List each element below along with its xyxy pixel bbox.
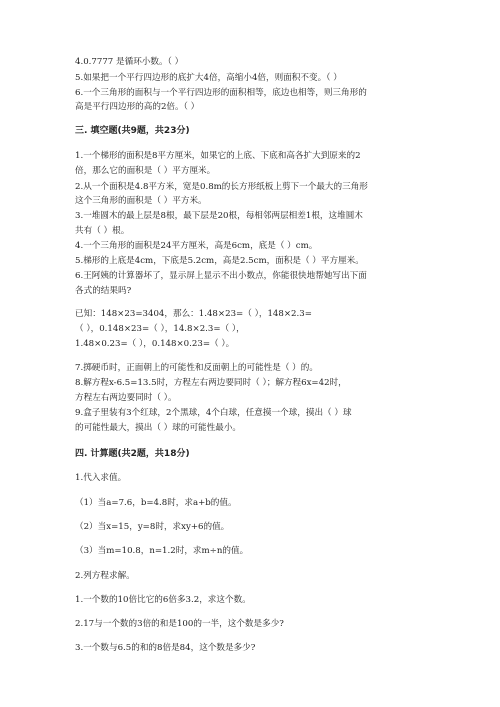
calc-item-1-part2: （2）当x=15，y=8时，求xy+6的值。 bbox=[75, 522, 230, 532]
fill-item-6-calc-line1: 已知：148×23=3404，那么：1.48×23=（ ），148×2.3= bbox=[75, 309, 312, 319]
equation-problem-3: 3.一个数与6.5的和的8倍是84，这个数是多少? bbox=[75, 643, 256, 653]
judge-item-5: 5.如果把一个平行四边形的底扩大4倍，高缩小4倍，则面积不变。（ ） bbox=[75, 73, 342, 83]
fill-item-1-line2: 倍，那么它的面积是（ ）平方厘米。 bbox=[75, 166, 216, 176]
fill-item-1-line1: 1.一个梯形的面积是8平方厘米，如果它的上底、下底和高各扩大到原来的2 bbox=[75, 151, 361, 161]
fill-item-6-line1: 6.王阿姨的计算器坏了，显示屏上显示不出小数点，你能很快地帮她写出下面 bbox=[75, 271, 367, 281]
equation-problem-1: 1.一个数的10倍比它的6倍多3.2，求这个数。 bbox=[75, 595, 251, 605]
fill-item-8-line1: 8.解方程x-6.5=13.5时，方程左右两边要同时（ ）；解方程6x=42时， bbox=[75, 378, 347, 388]
fill-item-4: 4.一个三角形的面积是24平方厘米，高是6cm，底是（ ）cm。 bbox=[75, 241, 318, 251]
calc-item-1-part3: （3）当m=10.8，n=1.2时，求m÷n的值。 bbox=[75, 546, 249, 556]
fill-item-5: 5.梯形的上底是4cm，下底是5.2cm，高是2.5cm，面积是（ ）平方厘米。 bbox=[75, 256, 364, 266]
fill-item-6-line2: 各式的结果吗? bbox=[75, 286, 132, 296]
fill-item-3-line1: 3.一堆圆木的最上层是8根，最下层是20根，每相邻两层相差1根，这堆圆木 bbox=[75, 211, 363, 221]
fill-item-8-line2: 方程左右两边要同时（ ）。 bbox=[75, 393, 177, 403]
fill-item-7: 7.掷硬币时，正面朝上的可能性和反面朝上的可能性是（ ）的。 bbox=[75, 363, 318, 373]
fill-item-2-line2: 这个三角形的面积是（ ）平方米。 bbox=[75, 196, 207, 206]
calc-item-2: 2.列方程求解。 bbox=[75, 571, 135, 581]
equation-problem-2: 2.17与一个数的3倍的和是100的一半，这个数是多少? bbox=[75, 619, 284, 629]
calc-item-1: 1.代入求值。 bbox=[75, 473, 127, 483]
fill-item-6-calc-line3: 1.48×0.23=（ ），0.148×0.23=（ ）。 bbox=[75, 339, 235, 349]
fill-item-6-calc-line2: （ ），0.148×23=（ ），14.8×2.3=（ ）， bbox=[75, 324, 245, 334]
fill-item-2-line1: 2.从一个面积是4.8平方米，宽是0.8m的长方形纸板上剪下一个最大的三角形 bbox=[75, 182, 368, 192]
section-3-heading: 三. 填空题(共9题，共23分) bbox=[75, 126, 190, 136]
judge-item-4: 4.0.7777 是循环小数。（ ） bbox=[75, 57, 184, 67]
section-4-heading: 四. 计算题(共2题，共18分) bbox=[75, 449, 190, 459]
judge-item-6-line1: 6.一个三角形的面积与一个平行四边形的面积相等，底边也相等，则三角形的 bbox=[75, 88, 367, 98]
calc-item-1-part1: （1）当a=7.6，b=4.8时，求a+b的值。 bbox=[75, 498, 237, 508]
fill-item-9-line2: 的可能性最大，摸出（ ）球的可能性最小。 bbox=[75, 423, 242, 433]
judge-item-6-line2: 高是平行四边形的高的2倍。（ ） bbox=[75, 102, 200, 112]
fill-item-9-line1: 9.盒子里装有3个红球，2个黑球，4个白球，任意摸一个球，摸出（ ）球 bbox=[75, 408, 352, 418]
fill-item-3-line2: 共有（ ）根。 bbox=[75, 226, 130, 236]
